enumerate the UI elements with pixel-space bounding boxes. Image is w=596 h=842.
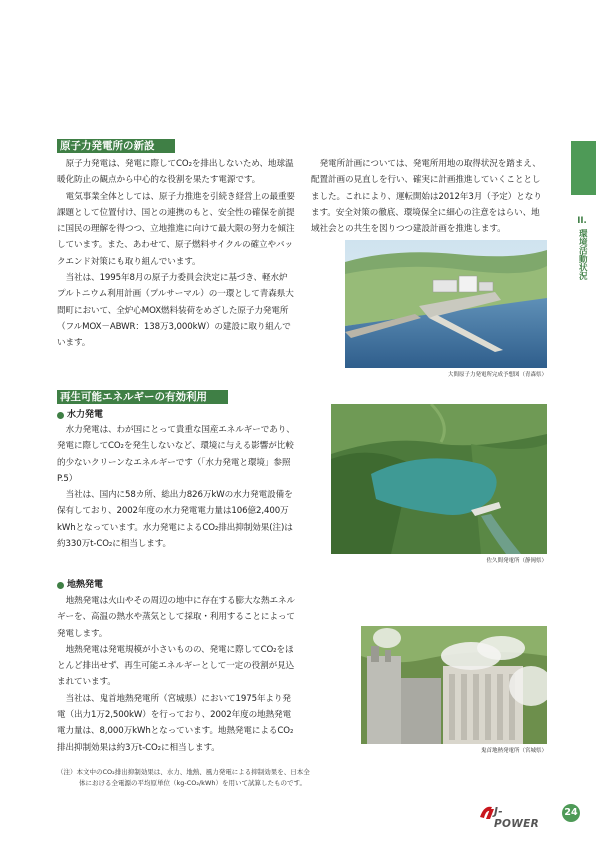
nuclear-paragraph-4: 発電所計画については、発電所用地の取得状況を踏まえ、配置計画の見直しを行い、確実に計画推進していくこととしました。これにより、運転開始は2012年3月（予定）となります。安全対策の徹底、環境保全に細心の注意をはらい、地域社会との共生を図りつつ建設計画を推進します。 (311, 159, 542, 235)
nuclear-paragraph-1: 原子力発電は、発電に際してCO₂を排出しないため、地球温暖化防止の観点から中心的な役割を果たす電源です。 (57, 159, 294, 186)
onikobe-photo-caption: 鬼首地熱発電所（宮城県） (480, 748, 547, 754)
nuclear-paragraph-2: 電気事業全体としては、原子力推進を引続き経営上の最重要課題として位置付け、国との連携のもと、安全性の確保を前提に国民の理解を得つつ、立地推進に向けて最大限の努力を傾注しています。また、あわせて、原子燃料サイクルの確立やバックエンド対策にも取り組んでいます。 (57, 191, 295, 267)
geothermal-paragraph-1: 地熱発電は火山やその周辺の地中に存在する膨大な熱エネルギーを、高温の熱水や蒸気として採取・利用することによって発電します。 (57, 596, 295, 639)
chapter-number: II. (577, 216, 587, 226)
hydro-heading (57, 408, 103, 422)
footnote: （注）本文中のCO₂排出抑制効果は、水力、地熱、風力発電による抑制効果を、日本全体における全電源の平均原単位（kg-CO₂/kWh）を用いて試算したものです。 (57, 768, 310, 787)
sakuma-dam-photo (331, 404, 547, 554)
chapter-title: 環境活動状況 (577, 228, 588, 280)
oma-photo-caption: 大間原子力発電所完成予想図（青森県） (447, 372, 547, 378)
hydro-paragraph-2: 当社は、国内に58カ所、総出力826万kWの水力発電設備を保有しており、2002年度の水力発電電力量は106億2,400万kWhとなっています。水力発電によるCO₂排出抑制効果(注)は約330万t-CO₂に相当します。 (57, 490, 293, 550)
geothermal-heading (57, 578, 103, 592)
section-title-nuclear: 原子力発電所の新設 (57, 139, 175, 153)
side-tab (571, 141, 596, 195)
side-tab-label (576, 216, 588, 280)
nuclear-paragraph-3: 当社は、1995年8月の原子力委員会決定に基づき、軽水炉プルトニウム利用計画（プルサーマル）の一環として青森県大間町において、全炉心MOX燃料装荷をめざした原子力発電所（フルMOX－ABWR：138万3,000kW）の建設に取り組んでいます。 (57, 273, 294, 349)
onikobe-geothermal-photo (361, 626, 547, 744)
hydro-text (57, 422, 299, 552)
geothermal-text (57, 593, 295, 756)
nuclear-left-column (57, 156, 295, 352)
bullet-icon (57, 582, 64, 589)
geothermal-paragraph-2: 地熱発電は発電規模が小さいものの、発電に際してCO₂をほとんど排出せず、再生可能エネルギーとして一定の役割が見込まれています。 (57, 644, 295, 688)
sakuma-photo-caption: 佐久間発電所（静岡県） (486, 558, 547, 564)
oma-nuclear-plant-photo (345, 240, 547, 368)
jpower-logo (478, 803, 540, 830)
page-number: 24 (562, 804, 580, 822)
hydro-heading-text: 水力発電 (67, 410, 104, 420)
geothermal-paragraph-3: 当社は、鬼首地熱発電所（宮城県）において1975年より発電（出力1万2,500kW）を行っており、2002年度の地熱発電電力量は、8,000万kWhとなっています。地熱発電によるCO₂排出抑制効果は約3万t-CO₂に相当します。 (57, 693, 294, 753)
bullet-icon (57, 412, 64, 419)
geothermal-heading-text: 地熱発電 (67, 580, 104, 590)
section-title-renewable: 再生可能エネルギーの有効利用 (57, 390, 228, 404)
hydro-paragraph-1: 水力発電は、わが国にとって貴重な国産エネルギーであり、発電に際してCO₂を発生しないなど、環境に与える影響が比較的少ないクリーンなエネルギーです（「水力発電と環境」参照 P.5） (57, 425, 299, 484)
nuclear-right-column (311, 156, 547, 237)
jpower-logo-text: J-POWER (494, 806, 539, 830)
